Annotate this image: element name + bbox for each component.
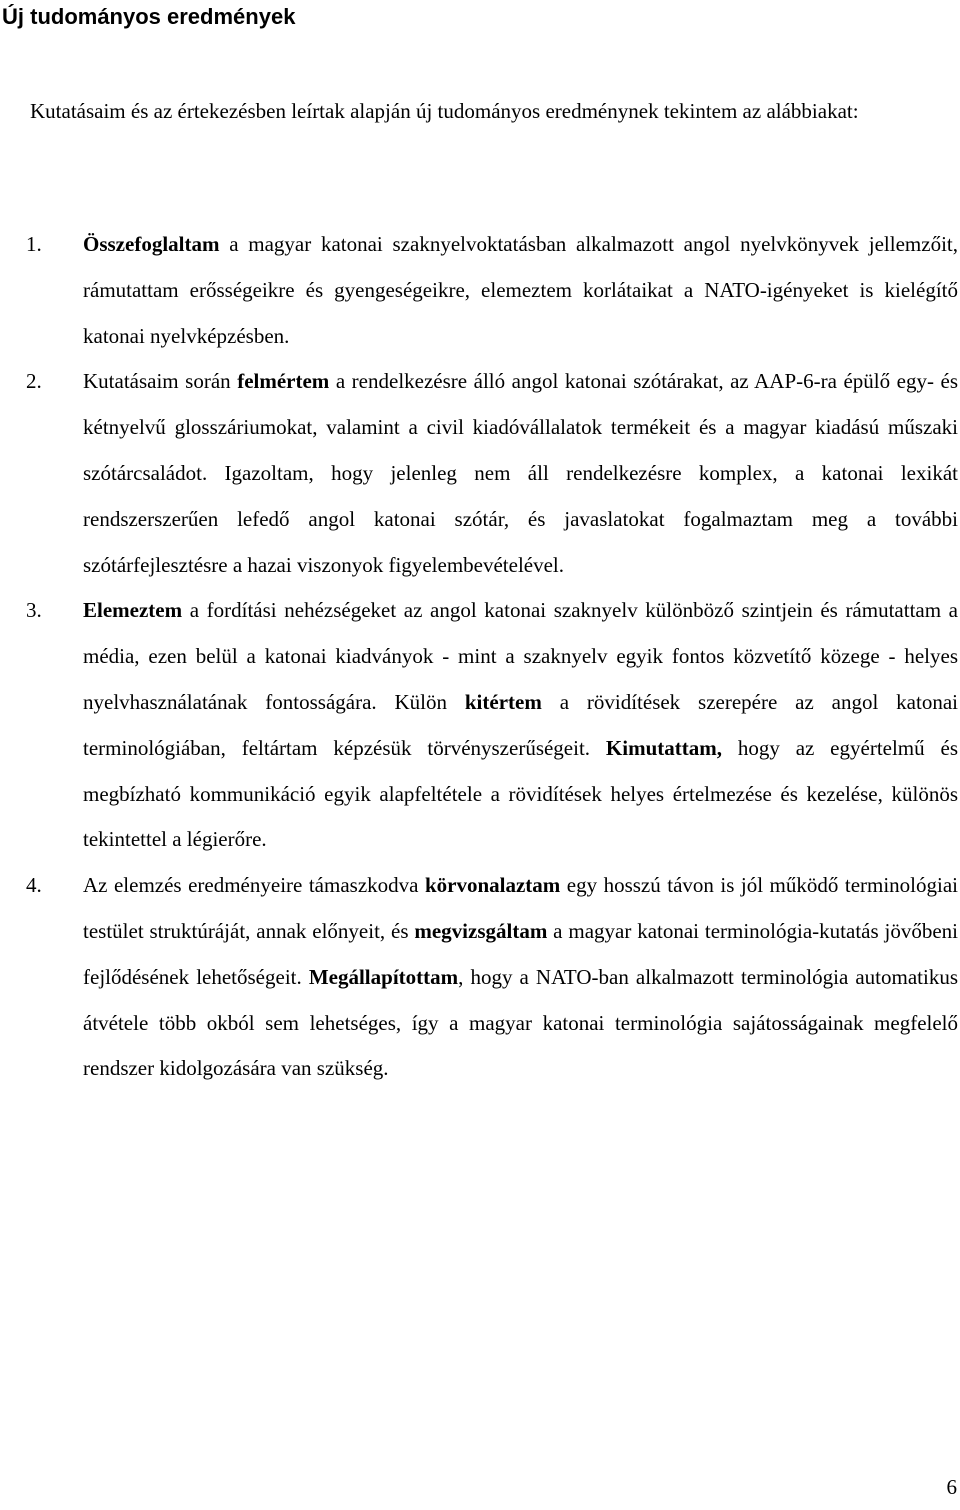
bold-text: megvizsgáltam	[414, 918, 548, 943]
bold-text: kitértem	[464, 689, 542, 714]
list-item	[0, 222, 958, 359]
body-text: a magyar katonai terminológia-kutatás jövőbeni fejlődésének lehetőségeit.	[83, 918, 958, 989]
item-number: 2.	[26, 369, 42, 394]
item-text	[83, 359, 958, 588]
bold-text: Megállapítottam	[308, 964, 459, 989]
body-text: hogy az egyértelmű és megbízható kommunikáció egyik alapfeltétele a rövidítések helyes értelmezése és kezelése, különös tekintettel a légierőre.	[83, 735, 958, 852]
page-number: 6	[946, 1475, 957, 1499]
list-item	[0, 359, 958, 588]
item-number: 4.	[26, 873, 42, 898]
item-text	[83, 863, 958, 1092]
body-text: egy hosszú távon is jól működő terminológiai testület struktúráját, annak előnyeit, és	[83, 873, 958, 943]
bold-text: Kimutattam,	[605, 735, 722, 760]
item-number: 3.	[26, 598, 42, 623]
bold-text: Összefoglaltam	[83, 232, 220, 256]
body-text: , hogy a NATO-ban alkalmazott terminológia automatikus átvétele több okból sem lehetséges, így a magyar katonai terminológia sajátosságainak megfelelő rendszer kidolgozására van szükség.	[83, 964, 958, 1081]
body-text: a rendelkezésre álló angol katonai szótárakat, az AAP-6-ra épülő egy- és kétnyelvű glosszáriumokat, valamint a civil kiadóvállalatok termékeit és a magyar kiadású műszaki szótárcsaládot. Igazoltam, hogy jelenleg nem áll rendelkezésre komplex, a katonai lexikát rendszerszerűen lefedő angol katonai szótár, és javaslatokat fogalmaztam meg a további szótárfejlesztésre a hazai viszonyok figyelembevételével.	[83, 369, 958, 577]
results-list	[0, 222, 958, 1092]
item-text	[83, 222, 958, 359]
body-text: a magyar katonai szaknyelvoktatásban alkalmazott angol nyelvkönyvek jellemzőit, rámutattam erősségeikre és gyengeségeikre, elemeztem korlátaikat a NATO-igényeket is kielégítő katonai nyelvképzésben.	[83, 232, 958, 348]
body-text: Kutatásaim során	[83, 369, 238, 394]
list-item	[0, 863, 958, 1092]
item-text	[83, 588, 958, 863]
item-number: 1.	[26, 232, 42, 256]
bold-text: Elemeztem	[83, 598, 183, 623]
list-item	[0, 588, 958, 863]
body-text: Az elemzés eredményeire támaszkodva	[83, 873, 425, 898]
bold-text: felmértem	[237, 369, 330, 394]
intro-paragraph: Kutatásaim és az értekezésben leírtak alapján új tudományos eredménynek tekintem az alábbiakat:	[30, 99, 859, 123]
body-text: a rövidítések szerepére az angol katonai terminológiában, feltártam képzésük törvényszerűségeit.	[83, 689, 958, 760]
bold-text: körvonalaztam	[424, 873, 561, 898]
body-text: a fordítási nehézségeket az angol katonai szaknyelv különböző szintjein és rámutattam a média, ezen belül a katonai kiadványok - mint a szaknyelv egyik fontos közvetítő közege - helyes nyelvhasználatának fontosságára. Külön	[83, 598, 958, 714]
page-title: Új tudományos eredmények	[2, 4, 296, 29]
